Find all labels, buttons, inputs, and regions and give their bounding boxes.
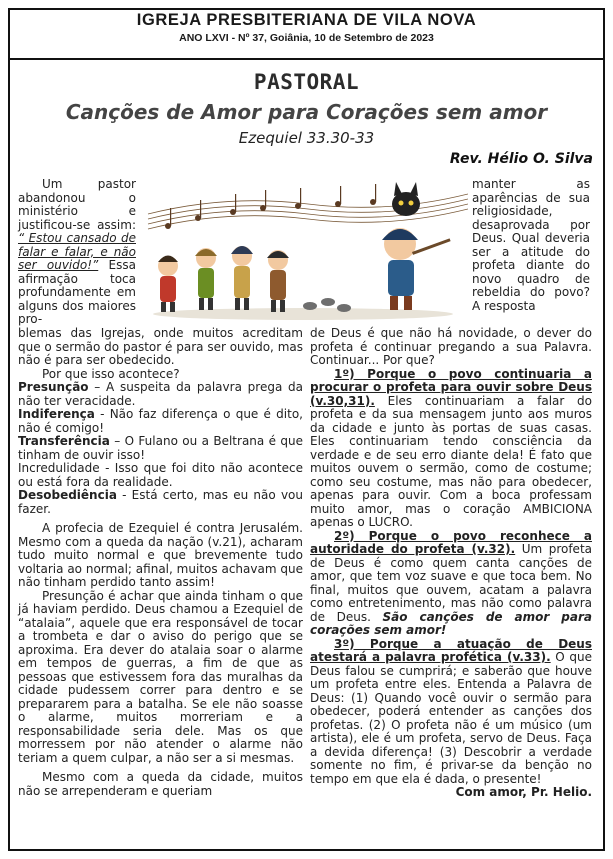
- paragraph-atalaia: Presunção é achar que ainda tinham o que já haviam perdido. Deus chamou a Ezequiel de “atalaia”, aquele que era responsável de tocar a trombeta e dar o aviso do perigo que se aproxima. Era dever do atalaia soar o alarme em tempos de guerras, a fim de que as pessoas que estivessem fora das muralhas da cidade pudessem correr para dentro e se prepararem para a batalha. Se ele não soasse o alarme, muitos morreriam e a responsabilidade seria dele. Mas os que morressem por não atender o alarme não teriam a quem culpar, a não ser a si mesmas.: [18, 588, 303, 765]
- item-indiferenca: [18, 408, 303, 435]
- paragraph-intro-continued: blemas das Igrejas, onde muitos acreditam que o sermão do pastor é para ser ouvido, mas não é para ser obedecido.: [18, 326, 303, 367]
- column-left: [18, 327, 303, 798]
- paragraph-right-top: manter as aparências de sua religiosidade, desaprovada por Deus. Qual deveria ser a atitude do profeta diante do novo quadro de rebeldia do povo? A resposta: [472, 177, 590, 313]
- point-1-heading: 1º) Porque o povo continuaria a procurar o profeta para ouvir sobre Deus (v.30,31).: [310, 366, 592, 408]
- item-presuncao: [18, 381, 303, 408]
- paragraph-intro-start: Um pastor abandonou o ministério e justificou-se assim:: [18, 177, 136, 232]
- section-title: PASTORAL: [253, 70, 360, 94]
- paragraph-resposta: de Deus é que não há novidade, o dever do profeta é continuar pregando a sua Palavra. Continuar... Por que?: [310, 326, 592, 367]
- point-3-text: O que Deus falou se cumprirá; e saberão que houve um profeta entre eles. Entenda a Palavra de Deus: (1) Quando você ouvir o sermão para obedecer, poderá entender as canções dos profetas. (2) O profeta não é um músico (um artista), ele é um profeta, servo de Deus. Faça a devida diferença! (3) Descobrir a verdade somente no fim, é privar-se da benção no tempo em que ela é dada, o presente!: [310, 650, 593, 786]
- point-2-emphasis: São canções de amor para corações sem amor!: [310, 609, 592, 637]
- item-text: - Está certo, mas eu não vou fazer.: [18, 488, 303, 516]
- bulletin-header: [10, 10, 603, 46]
- item-term: Indiferença: [18, 407, 95, 421]
- article-author: Rev. Hélio O. Silva: [449, 151, 593, 167]
- scripture-reference: Ezequiel 33.30-33: [238, 129, 375, 147]
- pied-piper-illustration: [138, 174, 468, 326]
- header-rule: [10, 58, 603, 60]
- signature: Com amor, Pr. Helio.: [455, 785, 592, 799]
- paragraph-ezequiel: A profecia de Ezequiel é contra Jerusalém. Mesmo com a queda da nação (v.21), acharam tudo muito normal e que brevemente tudo voltaria ao normal; afinal, muitos achavam que não tinham perdido tanto assim!: [18, 521, 303, 589]
- item-text: - Isso que foi dito não acontece ou está fora da realidade.: [18, 461, 303, 489]
- question-line: Por que isso acontece?: [42, 366, 180, 381]
- point-2-heading: 2º) Porque o povo reconhece a autoridade do profeta (v.32).: [310, 528, 592, 556]
- church-name: IGREJA PRESBITERIANA DE VILA NOVA: [136, 11, 477, 29]
- item-term: Desobediência: [18, 488, 117, 502]
- item-term: Incredulidade: [18, 461, 100, 475]
- item-text: – O Fulano ou a Beltrana é que tinham de ouvir isso!: [18, 434, 303, 462]
- item-text: – A suspeita da palavra prega da não ter veracidade.: [18, 380, 303, 408]
- point-3-heading: 3º) Porque a atuação de Deus atestará a palavra profética (v.33).: [310, 636, 592, 664]
- item-term: Presunção: [18, 380, 89, 394]
- item-incredulidade: [18, 462, 303, 489]
- paragraph-intro-quote: “ Estou cansado de falar e falar, e não ser ouvido!”: [18, 231, 136, 272]
- column-right: [310, 327, 592, 800]
- paragraph-queda: Mesmo com a queda da cidade, muitos não se arrependeram e queriam: [18, 770, 303, 798]
- edition-line: ANO LXVI - Nº 37, Goiânia, 10 de Setembro de 2023: [179, 32, 434, 44]
- item-text: - Não faz diferença o que é dito, não é comigo!: [18, 407, 303, 435]
- point-1-text: Eles continuariam a falar do profeta e da sua mensagem junto aos muros da cidade e junto às portas de suas casas. Eles continuariam tendo consciência da verdade e de seu erro diante dela! É fato que muitos ouvem o sermão, como de costume; como seu costume, mas não para obedecer, apenas para ouvir. Com a boca professam muito amor, mas o coração AMBICIONA apenas o LUCRO.: [310, 393, 592, 529]
- article-title: Canções de Amor para Corações sem amor: [65, 100, 548, 124]
- column-left-top: [18, 178, 136, 327]
- column-right-top: [472, 178, 590, 313]
- item-desobediencia: [18, 489, 303, 516]
- paragraph-intro-end: Essa afirmação toca profundamente em alguns dos maiores pro-: [18, 258, 136, 326]
- point-2-text: Um profeta de Deus é como quem canta canções de amor, que tem voz suave e que toca bem. No final, muitos que ouvem, acatam a palavra como entretenimento, mas não como palavra de Deus.: [310, 542, 592, 624]
- item-transferencia: [18, 435, 303, 462]
- item-term: Transferência: [18, 434, 110, 448]
